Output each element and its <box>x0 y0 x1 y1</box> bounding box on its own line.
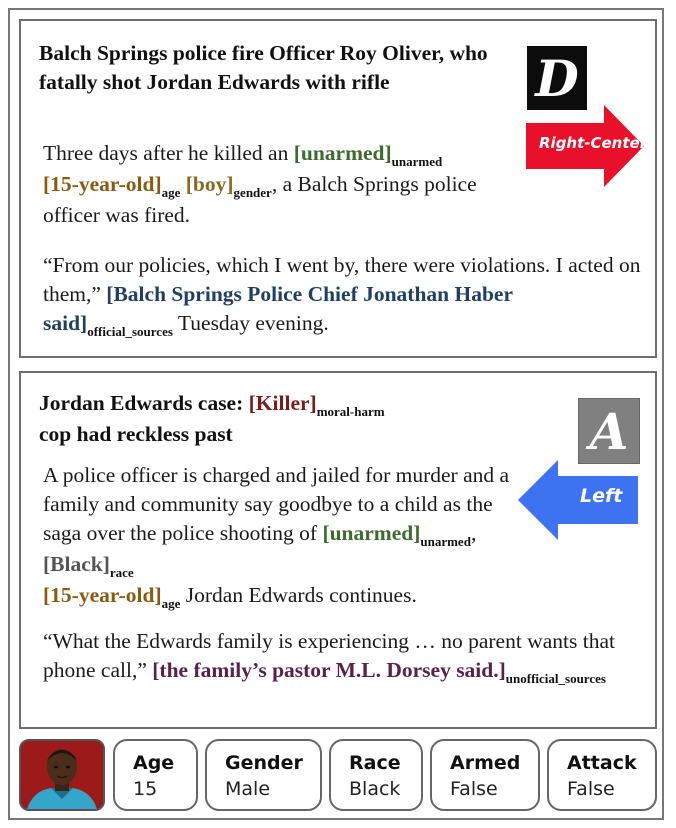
tag-subscript: unofficial_sources <box>505 671 606 686</box>
article-card-right-center <box>19 19 657 358</box>
article-headline: Balch Springs police fire Officer Roy Oliver, who fatally shot Jordan Edwards with rifle <box>39 41 488 94</box>
attribute-value: False <box>567 778 615 800</box>
tag-unarmed: [unarmed] <box>322 521 421 545</box>
paragraph-text: “From our policies, which I went by, there were violations. I acted on them,” <box>43 253 641 306</box>
attribute-attack <box>547 739 657 811</box>
article-headline <box>39 389 509 449</box>
paragraph-text: Tuesday evening. <box>172 311 329 335</box>
portrait-icon <box>21 741 103 809</box>
paragraph-text: , a Balch Springs police officer was fired. <box>43 172 477 227</box>
article-quote-paragraph <box>43 251 643 340</box>
tag-subscript: age <box>161 596 181 611</box>
bias-label: Right-Center <box>539 134 648 152</box>
outlet-logo-icon <box>578 398 640 464</box>
attribute-label: Gender <box>225 752 303 774</box>
attribute-armed <box>430 739 540 811</box>
headline-text: Jordan Edwards case: <box>39 391 249 415</box>
tag-age: [15-year-old] <box>43 172 162 196</box>
tag-subscript: race <box>109 565 134 580</box>
attribute-age <box>113 739 198 811</box>
outlet-logo-letter: A <box>589 401 629 461</box>
attribute-label: Attack <box>567 752 637 774</box>
headline-text: cop had reckless past <box>39 422 233 446</box>
outlet-logo-icon <box>527 46 587 110</box>
attribute-value: Black <box>349 778 401 800</box>
bias-label: Left <box>580 485 623 507</box>
paragraph-text: Three days after he killed an <box>43 141 294 165</box>
article-quote-paragraph <box>43 627 643 687</box>
article-paragraph <box>43 461 513 612</box>
attribute-race <box>329 739 423 811</box>
paragraph-text: , <box>470 521 477 545</box>
tag-subscript: unarmed <box>420 534 471 549</box>
tag-unarmed: [unarmed] <box>293 141 392 165</box>
paragraph-text: A police officer is charged and jailed for murder and a family and community say goodbye to a child as the saga over the police shooting of <box>43 463 510 545</box>
outlet-logo-letter: D <box>535 48 579 108</box>
attribute-value: Male <box>225 778 271 800</box>
attribute-gender <box>205 739 322 811</box>
attribute-label: Race <box>349 752 401 774</box>
attribute-value: False <box>450 778 498 800</box>
tag-gender: [boy] <box>185 172 234 196</box>
tag-unofficial-sources: [the family’s pastor M.L. Dorsey said.] <box>152 658 506 682</box>
tag-subscript: official_sources <box>87 324 173 339</box>
paragraph-text: Jordan Edwards continues. <box>180 583 417 607</box>
tag-official-sources: [Balch Springs Police Chief Jonathan Haber said] <box>43 282 513 335</box>
article-paragraph <box>43 139 513 230</box>
attribute-value: 15 <box>133 778 158 800</box>
paragraph-text: “What the Edwards family is experiencing … no parent wants that phone call,” <box>43 629 615 682</box>
tag-subscript: moral-harm <box>316 404 385 419</box>
tag-age: [15-year-old] <box>43 583 162 607</box>
victim-attributes-strip <box>19 739 657 811</box>
article-card-left <box>19 371 657 729</box>
attribute-label: Armed <box>450 752 521 774</box>
tag-race: [Black] <box>43 552 110 576</box>
attribute-label: Age <box>133 752 175 774</box>
tag-subscript: gender <box>233 185 272 200</box>
victim-photo <box>19 739 105 811</box>
tag-subscript: unarmed <box>391 154 443 169</box>
tag-subscript: age <box>161 185 181 200</box>
tag-moral-harm: [Killer] <box>248 391 317 415</box>
